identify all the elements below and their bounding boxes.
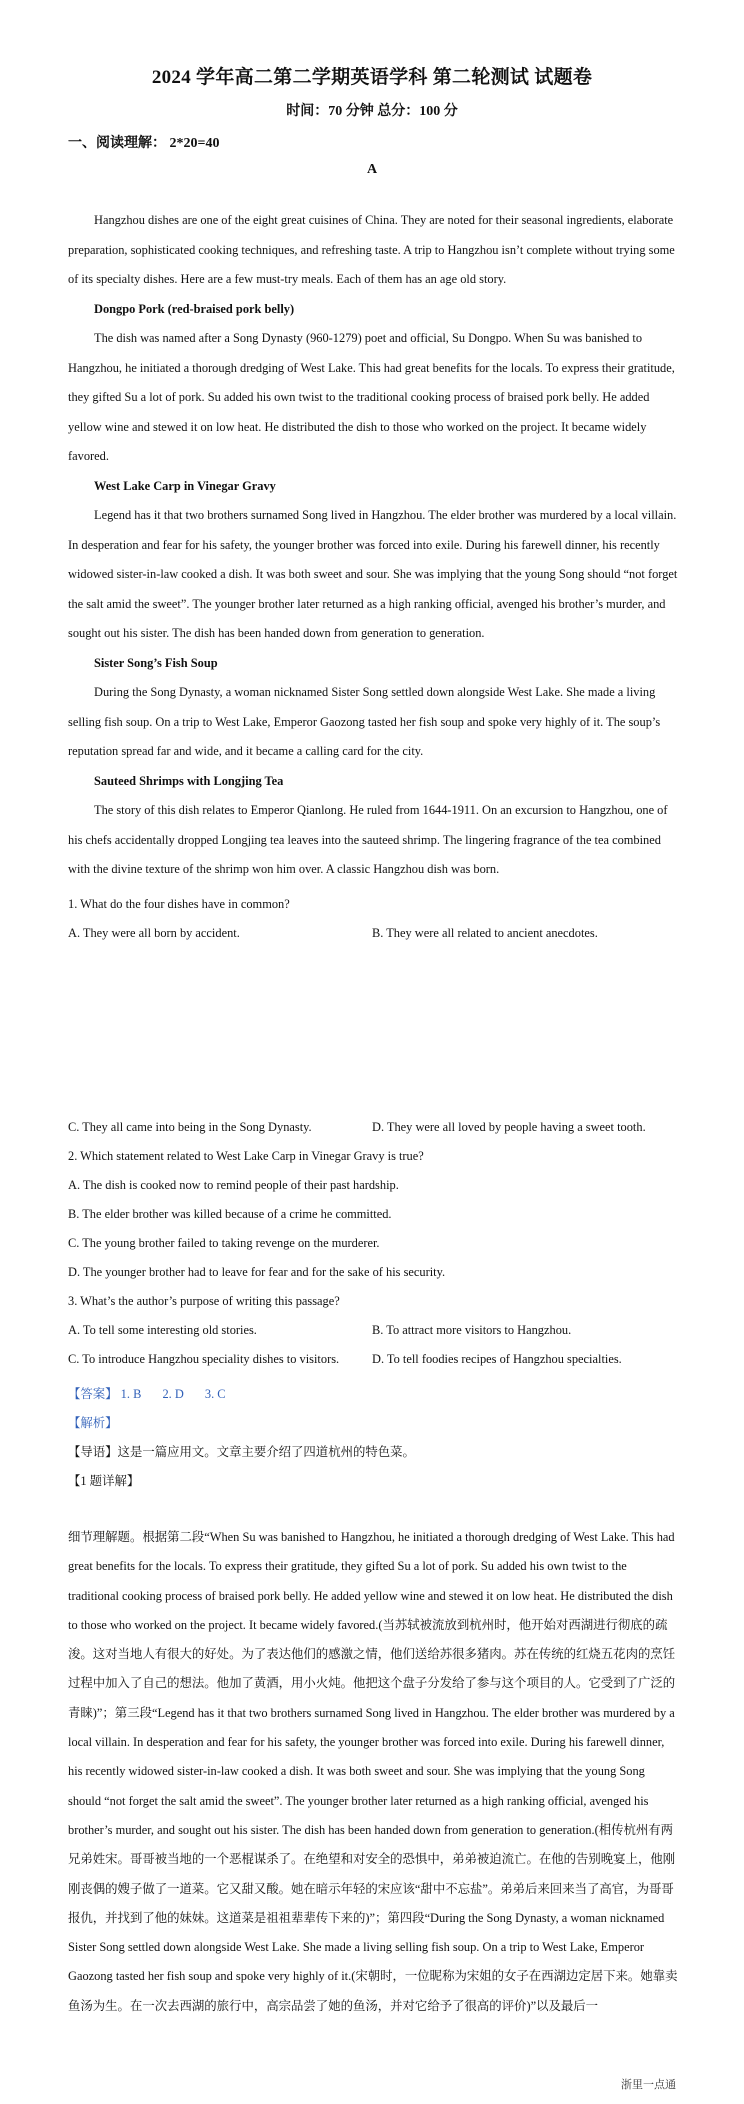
analysis-label: 【解析】: [68, 1416, 118, 1430]
question-option: B. They were all related to ancient anecdotes.: [372, 926, 598, 940]
answer-item: 3. C: [204, 1387, 226, 1401]
section-heading: 一、阅读理解： 2*20=40: [68, 136, 220, 151]
passage-letter: A: [366, 162, 378, 177]
footer-watermark: 浙里一点通: [621, 2078, 676, 2091]
passage-body: [68, 206, 680, 885]
passage-intro: Hangzhou dishes are one of the eight great cuisines of China. They are noted for their seasonal ingredients, elaborate preparation, sophisticated cooking techniques, and refreshing taste. A trip to Hangzhou isn’t complete without trying some of its specialty dishes. Here are a few must-try meals. Each of them has an age old story.: [68, 213, 675, 286]
question-option: A. They were all born by accident.: [68, 926, 240, 940]
question-option: C. The young brother failed to taking revenge on the murderer.: [68, 1236, 380, 1250]
question-option: C. They all came into being in the Song Dynasty.: [68, 1120, 312, 1134]
dish-heading: Dongpo Pork (red-braised pork belly): [94, 301, 295, 316]
dish-heading: Sauteed Shrimps with Longjing Tea: [94, 773, 284, 788]
exam-subtitle: 时间：70 分钟 总分：100 分: [286, 104, 458, 119]
answer-label: 【答案】: [68, 1387, 118, 1401]
question-option: B. To attract more visitors to Hangzhou.: [372, 1323, 572, 1337]
question-stem: 2. Which statement related to West Lake Carp in Vinegar Gravy is true?: [68, 1149, 424, 1163]
answer-item: 2. D: [162, 1387, 184, 1401]
analysis-detail: [68, 1523, 680, 2021]
question-option: D. They were all loved by people having a sweet tooth.: [372, 1120, 646, 1134]
question-option: D. To tell foodies recipes of Hangzhou specialties.: [372, 1352, 622, 1366]
question-option: C. To introduce Hangzhou speciality dishes to visitors.: [68, 1352, 340, 1366]
question-option: A. To tell some interesting old stories.: [68, 1323, 257, 1337]
detail-label: 【1 题详解】: [68, 1474, 140, 1488]
question-option: B. The elder brother was killed because of a crime he committed.: [68, 1207, 392, 1221]
dish-paragraph: The story of this dish relates to Emperor Qianlong. He ruled from 1644-1911. On an excursion to Hangzhou, one of his chefs accidentally dropped Longjing tea leaves into the sauteed shrimp. The lingering fragrance of the tea combined with the divine texture of the shrimp won him over. A classic Hangzhou dish was born.: [68, 803, 668, 876]
answer-key: [68, 1385, 226, 1403]
answer-item: 1. B: [120, 1387, 142, 1401]
question-option: A. The dish is cooked now to remind people of their past hardship.: [68, 1178, 399, 1192]
exam-title: 2024 学年高二第二学期英语学科 第二轮测试 试题卷: [151, 67, 593, 88]
question-stem: 3. What’s the author’s purpose of writing this passage?: [68, 1294, 340, 1308]
analysis-guide: 【导语】这是一篇应用文。文章主要介绍了四道杭州的特色菜。: [68, 1445, 415, 1459]
question-stem: 1. What do the four dishes have in common?: [68, 897, 290, 911]
dish-paragraph: Legend has it that two brothers surnamed Song lived in Hangzhou. The elder brother was murdered by a local villain. In desperation and fear for his safety, the younger brother was forced into exile. During his farewell dinner, his recently widowed sister-in-law cooked a dish. It was both sweet and sour. She was implying that the young Song should “not forget the salt amid the sweet”. The younger brother later returned as a high ranking official, avenged his brother’s murder, and sought out his sister. The dish has been handed down from generation to generation.: [68, 508, 678, 640]
dish-paragraph: The dish was named after a Song Dynasty (960-1279) poet and official, Su Dongpo. When Su was banished to Hangzhou, he initiated a thorough dredging of West Lake. This had great benefits for the locals. To express their gratitude, they gifted Su a lot of pork. Su added his own twist to the traditional cooking process of braised pork belly. He added yellow wine and stewed it on low heat. He distributed the dish to those who worked on the project. It became widely favored.: [68, 331, 675, 463]
dish-paragraph: During the Song Dynasty, a woman nicknamed Sister Song settled down alongside West Lake. She made a living selling fish soup. On a trip to West Lake, Emperor Gaozong tasted her fish soup and spoke very highly of it. The soup’s reputation spread far and wide, and it became a calling card for the city.: [68, 685, 661, 758]
dish-heading: Sister Song’s Fish Soup: [94, 655, 218, 670]
dish-heading: West Lake Carp in Vinegar Gravy: [94, 478, 276, 493]
question-option: D. The younger brother had to leave for fear and for the sake of his security.: [68, 1265, 446, 1279]
analysis-detail-text: 细节理解题。根据第二段“When Su was banished to Hangzhou, he initiated a thorough dredging of West Lake. This had great benefits for the locals. To express their gratitude, they gifted Su a lot of pork. Su added his own twist to the traditional cooking process of braised pork belly. He added yellow wine and stewed it on low heat. He distributed the dish to those who worked on the project. It became widely favored.(当苏轼被流放到杭州时，他开始对西湖进行彻底的疏浚。这对当地人有很大的好处。为了表达他们的感激之情，他们送给苏很多猪肉。苏在传统的红烧五花肉的烹饪过程中加入了自己的想法。他加了黄酒，用小火炖。他把这个盘子分发给了参与这个项目的人。它受到了广泛的青睐)”；第三段“Legend has it that two brothers surnamed Song lived in Hangzhou. The elder brother was murdered by a local villain. In desperation and fear for his safety, the younger brother was forced into exile. During his farewell dinner, his recently widowed sister-in-law cooked a dish. It was both sweet and sour. She was implying that the young Song should “not forget the salt amid the sweet”. The younger brother later returned as a high ranking official, avenged his brother’s murder, and sought out his sister. The dish has been handed down from generation to generation.(相传杭州有两兄弟姓宋。哥哥被当地的一个恶棍谋杀了。在绝望和对安全的恐惧中，弟弟被迫流亡。在他的告别晚宴上，他刚刚丧偶的嫂子做了一道菜。它又甜又酸。她在暗示年轻的宋应该“甜中不忘盐”。弟弟后来回来当了高官，为哥哥报仇，并找到了他的妹妹。这道菜是祖祖辈辈传下来的)”；第四段“During the Song Dynasty, a woman nicknamed Sister Song settled down alongside West Lake. She made a living selling fish soup. On a trip to West Lake, Emperor Gaozong tasted her fish soup and spoke very highly of it.(宋朝时，一位昵称为宋姐的女子在西湖边定居下来。她靠卖鱼汤为生。在一次去西湖的旅行中，高宗品尝了她的鱼汤，并对它给予了很高的评价)”以及最后一: [68, 1530, 678, 2013]
